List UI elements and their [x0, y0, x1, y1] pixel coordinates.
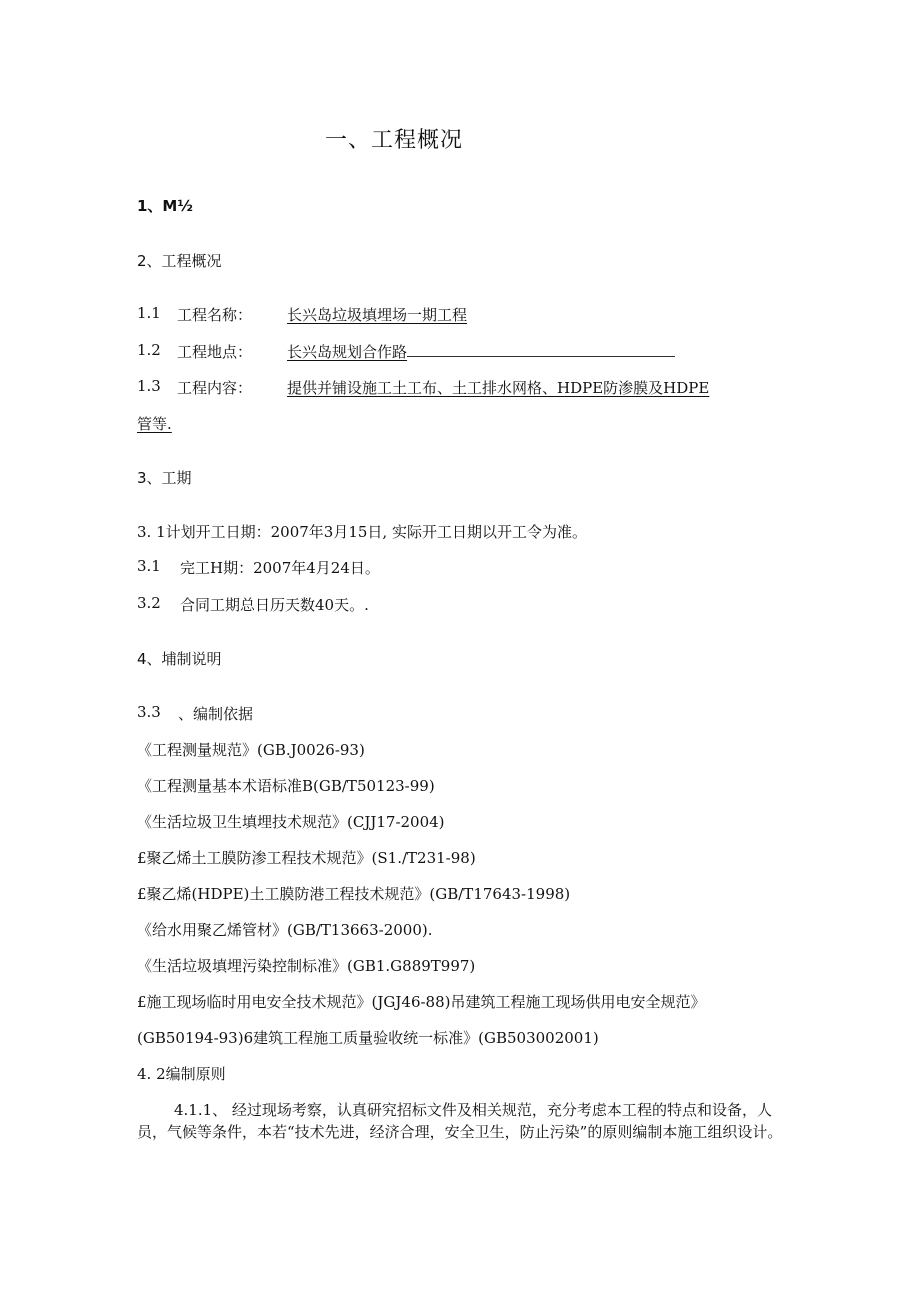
reference-item: £聚乙烯土工膜防渗工程技术规范》(S1./T231-98): [137, 849, 476, 867]
reference-item: 《给水用聚乙烯管材》(GB/T13663-2000).: [137, 921, 433, 939]
section-3-heading: 3、工期: [137, 469, 192, 487]
reference-item: 《生活垃圾卫生填埋技术规范》(CJJ17-2004): [137, 813, 445, 831]
principle-paragraph: 4.1.1、 经过现场考察，认真研究招标文件及相关规范，充分考虑本工程的特点和设备，人员，气候等条件，本若“技术先进，经济合理，安全卫生，防止污染”的原则编制本施工组织设计。: [137, 1101, 783, 1141]
item-1-1-value: 长兴岛垃圾填埋场一期工程: [287, 306, 468, 324]
basis-heading: 、编制依据: [178, 705, 254, 723]
reference-item: (GB50194-93)6建筑工程施工质量验收统一标准》(GB503002001): [137, 1029, 599, 1047]
item-1-1-number: 1.1: [137, 304, 161, 322]
section-1-heading: 1、M½: [137, 197, 193, 215]
schedule-end-number: 3.1: [137, 557, 161, 575]
item-1-1-label: 工程名称：: [177, 306, 253, 324]
schedule-duration: 合同工期总日历天数40天。.: [180, 596, 369, 614]
schedule-end-date: 完工H期：2007年4月24日。: [180, 559, 380, 577]
reference-item: 《工程测量规范》(GB.J0026-93): [137, 741, 365, 759]
section-2-heading: 2、工程概况: [137, 252, 222, 270]
reference-item: £施工现场临时用电安全技术规范》(JGJ46-88)吊建筑工程施工现场供用电安全规范》: [137, 993, 706, 1011]
schedule-duration-number: 3.2: [137, 594, 161, 612]
item-1-2-value: 长兴岛规划合作路: [287, 343, 408, 361]
item-1-2-value-row: [287, 341, 675, 362]
reference-item: 《生活垃圾填埋污染控制标准》(GB1.G889T997): [137, 957, 476, 975]
item-1-2-number: 1.2: [137, 341, 161, 359]
item-1-3-label: 工程内容：: [177, 379, 253, 397]
item-1-3-value: 提供并铺设施工土工布、土工排水网格、HDPE防渗膜及HDPE: [287, 379, 710, 397]
principle-heading: 4. 2编制原则: [137, 1065, 226, 1083]
reference-item: £聚乙烯(HDPE)土工膜防港工程技术规范》(GB/T17643-1998): [137, 885, 571, 903]
blank-underline: [407, 342, 675, 357]
reference-item: 《工程测量基本术语标准B(GB/T50123-99): [137, 777, 435, 795]
basis-heading-number: 3.3: [137, 703, 161, 721]
schedule-start-date: 3. 1计划开工日期：2007年3月15日, 实际开工日期以开工令为准。: [137, 523, 587, 541]
item-1-3-number: 1.3: [137, 377, 161, 395]
page-title: 一、工程概况: [325, 128, 464, 153]
section-4-heading: 4、埔制说明: [137, 650, 222, 668]
item-1-2-label: 工程地点：: [177, 343, 253, 361]
item-1-3-value-continued: 管等.: [137, 415, 172, 433]
